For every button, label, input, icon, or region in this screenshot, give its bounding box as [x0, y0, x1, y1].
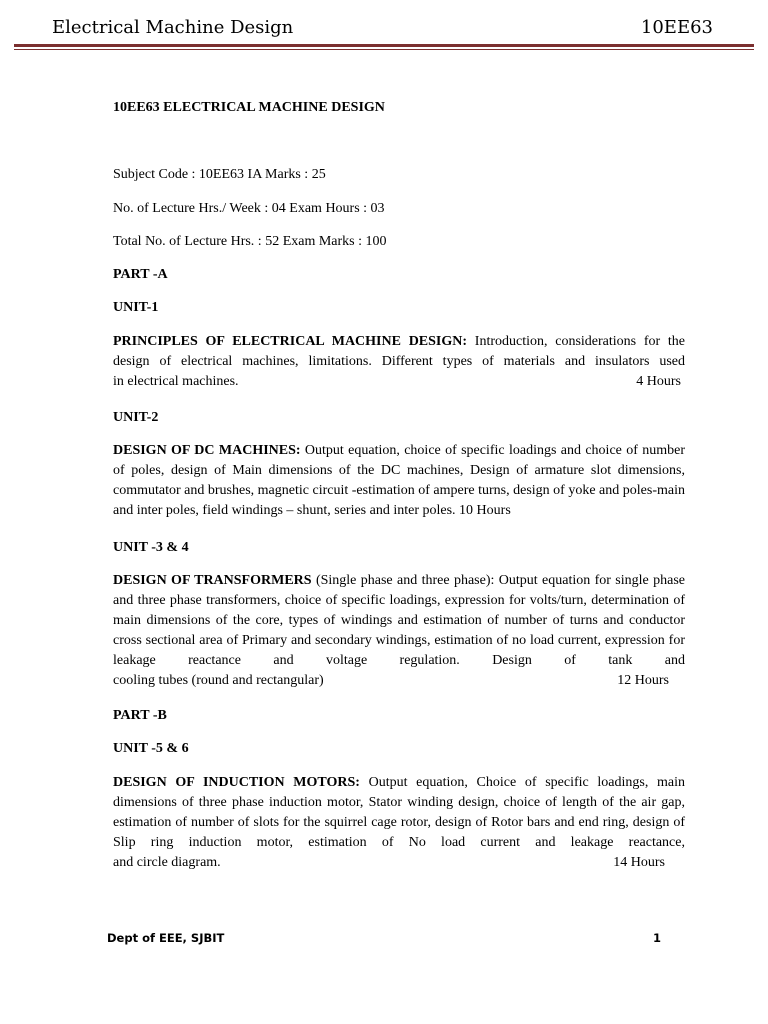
unit-3-4-topic: DESIGN OF TRANSFORMERS: [113, 573, 312, 588]
unit-2-heading: UNIT-2: [113, 410, 159, 425]
unit-5-6-text: Output equation, Choice of specific loadings, main dimensions of three phase induction motor, Stator winding design, choice of length of the air gap, estimation of number of slots for the squirrel cage rotor, design of Rotor bars and end ring, design of Slip ring induction motor, estimation of No load current and leakage reactance,: [113, 775, 685, 850]
page-footer: [107, 928, 661, 948]
unit-1-topic: PRINCIPLES OF ELECTRICAL MACHINE DESIGN:: [113, 334, 468, 349]
header-rule-thick: [14, 44, 754, 47]
footer-department: Dept of EEE, SJBIT: [107, 931, 225, 945]
unit-3-4-text: (Single phase and three phase): Output equation for single phase and three phase transformers, choice of specific loadings, expression for volts/turn, determination of main dimensions of the core, types of windings and estimation of number of turns and conductor cross sectional area of Primary and secondary windings, estimation of no load current, expression for leakage reactance and voltage regulation. Design of tank and: [113, 573, 685, 668]
meta-line-total-hours: Total No. of Lecture Hrs. : 52 Exam Marks : 100: [113, 234, 387, 249]
unit-1-heading: UNIT-1: [113, 300, 159, 315]
part-a-heading: PART -A: [113, 267, 168, 282]
header-course-code: 10EE63: [640, 17, 713, 38]
unit-2-topic: DESIGN OF DC MACHINES:: [113, 443, 301, 458]
unit-1-last-line: in electrical machines.: [113, 374, 239, 389]
unit-3-4-description: [113, 571, 685, 691]
unit-5-6-topic: DESIGN OF INDUCTION MOTORS:: [113, 775, 360, 790]
unit-1-hours: 4 Hours: [636, 374, 681, 389]
header-title: Electrical Machine Design: [52, 17, 294, 38]
page-header: [52, 14, 713, 42]
document-title: 10EE63 ELECTRICAL MACHINE DESIGN: [113, 100, 385, 115]
unit-5-6-heading: UNIT -5 & 6: [113, 741, 189, 756]
unit-5-6-last-line: and circle diagram.: [113, 855, 221, 870]
unit-3-4-last-line: cooling tubes (round and rectangular): [113, 673, 324, 688]
unit-2-text: Output equation, choice of specific loadings and choice of number of poles, design of Main dimensions of the DC machines, Design of armature slot dimensions, commutator and brushes, magnetic circuit -estimation of ampere turns, design of yoke and poles-main and inter poles, field windings – shunt, series and inter poles. 10 Hours: [113, 443, 686, 518]
unit-3-4-hours: 12 Hours: [617, 673, 669, 688]
part-b-heading: PART -B: [113, 708, 167, 723]
header-rule-thin: [14, 49, 754, 50]
unit-1-text: Introduction, considerations for the design of electrical machines, limitations. Different types of materials and insulators used: [113, 334, 685, 369]
meta-line-subject-code: Subject Code : 10EE63 IA Marks : 25: [113, 167, 326, 182]
unit-1-description: [113, 332, 685, 392]
unit-5-6-description: [113, 773, 685, 873]
page-number: 1: [652, 931, 661, 945]
meta-line-lecture-hours: No. of Lecture Hrs./ Week : 04 Exam Hours : 03: [113, 201, 385, 216]
unit-2-description: [113, 441, 685, 521]
unit-3-4-heading: UNIT -3 & 4: [113, 540, 189, 555]
unit-5-6-hours: 14 Hours: [613, 855, 665, 870]
